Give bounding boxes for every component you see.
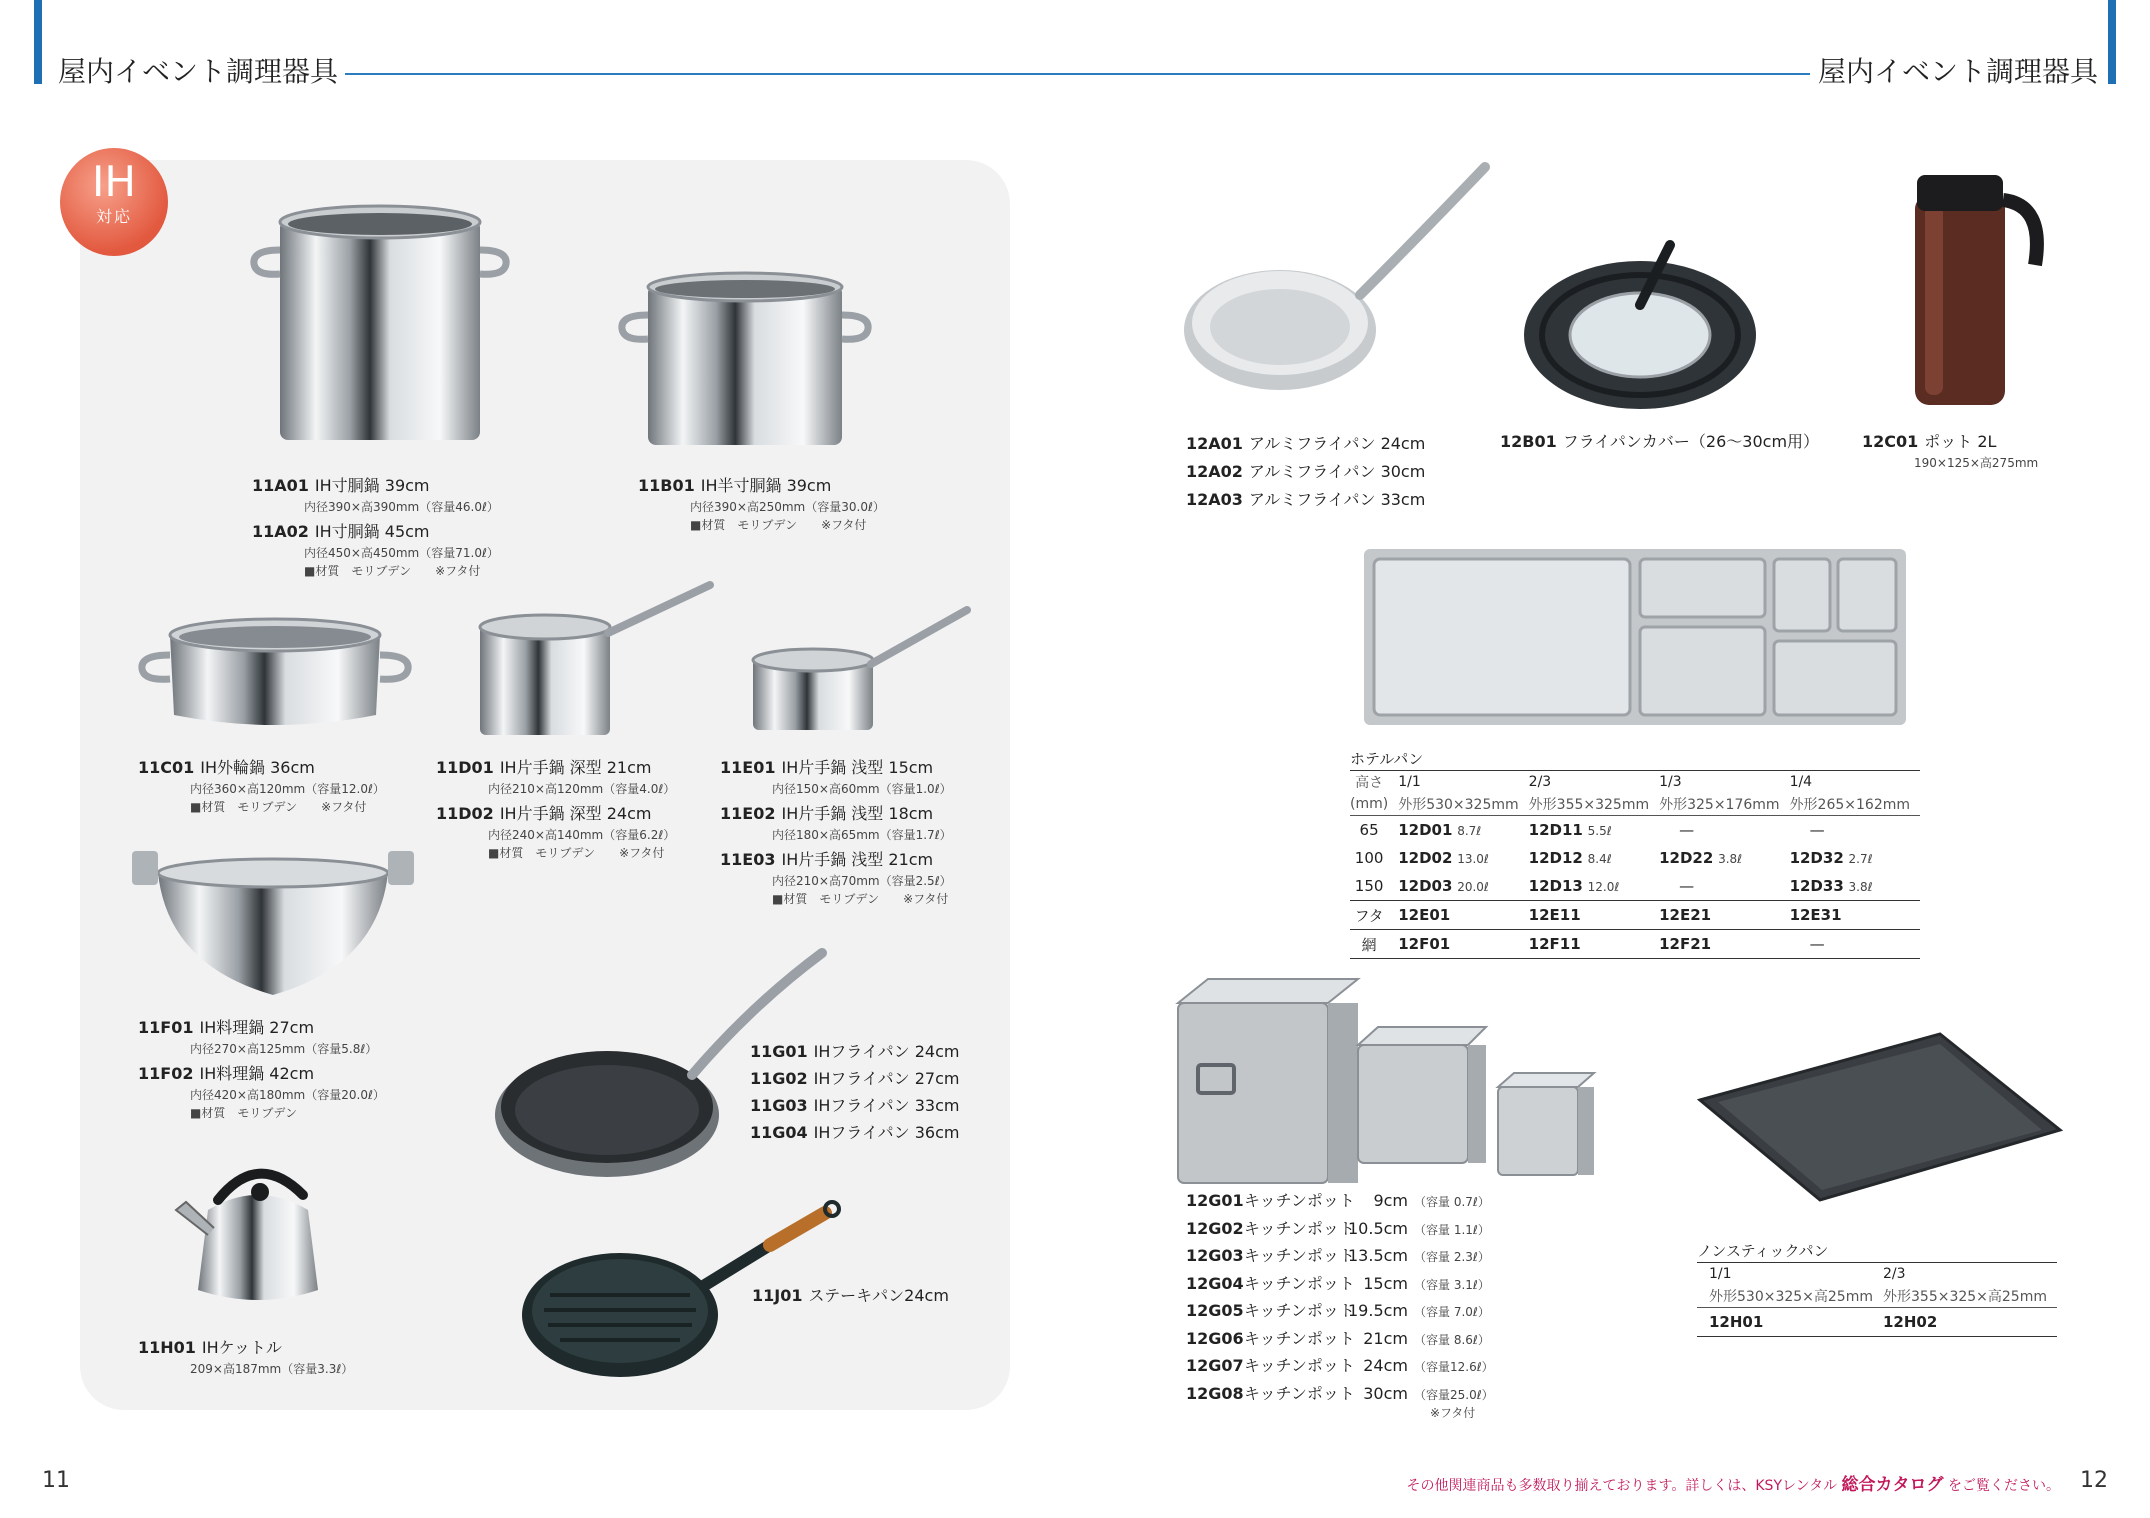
item-11e03 xyxy=(720,848,952,908)
nonstick-col-2-size: 2/3 xyxy=(1883,1263,2057,1286)
code-11g03: 11G03 xyxy=(750,1096,808,1115)
hotel-pan-row-65 xyxy=(1350,816,1920,845)
item-11c01 xyxy=(138,756,385,816)
name-11a02: IH寸胴鍋 45cm xyxy=(314,522,430,541)
cell-code: 12D13 xyxy=(1528,877,1583,895)
name-11f02: IH料理鍋 42cm xyxy=(199,1064,315,1083)
code-11e03: 11E03 xyxy=(720,850,776,869)
item-11j01 xyxy=(752,1284,949,1308)
cell-code: 12D01 xyxy=(1398,821,1453,839)
kitchen-pot-row xyxy=(1186,1326,1494,1354)
name-11g02: IHフライパン 27cm xyxy=(813,1069,960,1088)
material-11e03: ■材質 モリブデン ※フタ付 xyxy=(772,892,949,906)
item-12c01 xyxy=(1862,430,2038,472)
code-11f02: 11F02 xyxy=(138,1064,194,1083)
nonstick-col-2-dim: 外形355×325×高25mm xyxy=(1883,1289,2047,1305)
item-11d02 xyxy=(436,802,675,862)
item-11e01 xyxy=(720,756,952,798)
note-12c01: 190×125×高275mm xyxy=(1914,456,2039,470)
note-11f02: 内径420×高180mm（容量20.0ℓ） xyxy=(190,1088,385,1102)
code-12c01: 12C01 xyxy=(1862,432,1919,451)
item-11f02 xyxy=(138,1062,385,1122)
item-11d01 xyxy=(436,756,675,798)
hotel-pan-lid-row xyxy=(1350,901,1920,930)
nonstick-code-row xyxy=(1697,1308,2057,1337)
kitchen-pot-code: 12G03 xyxy=(1186,1246,1244,1265)
cell-code: 12D03 xyxy=(1398,877,1453,895)
right-page-title: 屋内イベント調理器具 xyxy=(1817,55,2098,88)
col-2-3-size: 2/3 xyxy=(1529,771,1659,794)
cell-vol: 8.4ℓ xyxy=(1587,852,1612,866)
kitchen-pot-list xyxy=(1186,1188,1494,1408)
kitchen-pot-size: 21cm xyxy=(1363,1328,1408,1348)
note-11d01: 内径210×高120mm（容量4.0ℓ） xyxy=(488,782,676,796)
item-11e02 xyxy=(720,802,952,844)
code-12a03: 12A03 xyxy=(1186,490,1243,509)
catalog-link[interactable]: 総合カタログ xyxy=(1841,1475,1944,1495)
kitchen-pot-code: 12G08 xyxy=(1186,1383,1244,1403)
code-11d02: 11D02 xyxy=(436,804,494,823)
right-page-number: 12 xyxy=(2080,1468,2108,1493)
cell-vol: 20.0ℓ xyxy=(1457,880,1489,894)
kitchen-pot-size: 24cm xyxy=(1363,1356,1408,1375)
cell-vol: 3.8ℓ xyxy=(1848,880,1873,894)
code-11j01: 11J01 xyxy=(752,1286,803,1305)
note-11h01: 209×高187mm（容量3.3ℓ） xyxy=(190,1362,354,1376)
col-1-3-dim: 外形325×176mm xyxy=(1659,797,1780,813)
nonstick-col-1-code: 12H01 xyxy=(1697,1308,1883,1337)
item-11b01 xyxy=(638,474,885,534)
name-11j01: ステーキパン24cm xyxy=(808,1286,949,1305)
code-11b01: 11B01 xyxy=(638,476,695,495)
name-12a03: アルミフライパン 33cm xyxy=(1248,490,1426,509)
material-11b01: ■材質 モリブデン ※フタ付 xyxy=(690,518,867,532)
height-label: 高さ xyxy=(1350,771,1398,794)
code-11f01: 11F01 xyxy=(138,1018,194,1037)
cell-code: 12E11 xyxy=(1529,901,1659,930)
code-11e02: 11E02 xyxy=(720,804,776,823)
kitchen-pot-code: 12G04 xyxy=(1186,1273,1244,1293)
cell-code: 12D02 xyxy=(1398,849,1453,867)
hotel-pan-image xyxy=(1360,545,1910,730)
cooking-pot-image xyxy=(128,845,418,1005)
hotel-pan-net-row xyxy=(1350,930,1920,959)
kitchen-pot-note: ※フタ付 xyxy=(1430,1406,1476,1420)
catalog-note-post: をご覧ください。 xyxy=(1943,1478,2060,1494)
kitchen-pot-vol: （容量 1.1ℓ） xyxy=(1414,1222,1490,1237)
kitchen-pot-code: 12G07 xyxy=(1186,1356,1244,1375)
kitchen-pot-code: 12G02 xyxy=(1186,1218,1244,1238)
kitchen-pot-row xyxy=(1186,1216,1494,1244)
pan-cover-image xyxy=(1520,225,1760,415)
kitchen-pot-vol: （容量 0.7ℓ） xyxy=(1414,1195,1490,1209)
item-12a-series xyxy=(1186,430,1425,514)
name-12c01: ポット 2L xyxy=(1924,432,1997,451)
kitchen-pot-vol: （容量 8.6ℓ） xyxy=(1414,1332,1490,1347)
row-height: 100 xyxy=(1354,849,1384,867)
kitchen-pot-name: キッチンポット xyxy=(1244,1383,1355,1403)
note-11d02: 内径240×高140mm（容量6.2ℓ） xyxy=(488,828,676,842)
kitchen-pot-vol: （容量25.0ℓ） xyxy=(1414,1387,1494,1402)
code-12b01: 12B01 xyxy=(1500,432,1557,451)
code-11g02: 11G02 xyxy=(750,1069,808,1088)
cell-vol: 2.7ℓ xyxy=(1848,852,1873,866)
cell-code: 12D12 xyxy=(1528,849,1583,867)
material-11c01: ■材質 モリブデン ※フタ付 xyxy=(190,800,367,814)
col-1-1-dim: 外形530×325mm xyxy=(1398,797,1519,813)
cell-code: — xyxy=(1790,930,1920,959)
cell-code: 12E31 xyxy=(1790,901,1920,930)
cell-code: 12D11 xyxy=(1528,821,1583,839)
cell-code: — xyxy=(1679,877,1695,895)
name-12a02: アルミフライパン 30cm xyxy=(1248,462,1426,481)
kitchen-pot-vol: （容量 3.1ℓ） xyxy=(1414,1277,1490,1292)
hotel-pan-header-row xyxy=(1350,771,1920,794)
material-11d02: ■材質 モリブデン ※フタ付 xyxy=(488,846,665,860)
ih-badge-small: 対応 xyxy=(95,207,132,226)
nonstick-table xyxy=(1697,1262,2057,1337)
left-page-title: 屋内イベント調理器具 xyxy=(58,55,339,88)
code-11g04: 11G04 xyxy=(750,1123,808,1142)
deep-saucepan-image xyxy=(470,575,720,745)
kitchen-pot-name: キッチンポット xyxy=(1244,1301,1355,1320)
name-11h01: IHケットル xyxy=(201,1338,282,1357)
right-accent-bar xyxy=(2108,0,2116,84)
catalog-note xyxy=(1407,1470,2061,1495)
name-11g03: IHフライパン 33cm xyxy=(813,1096,960,1115)
name-11f01: IH料理鍋 27cm xyxy=(199,1018,315,1037)
note-11a02: 内径450×高450mm（容量71.0ℓ） xyxy=(304,546,499,560)
hotel-pan-title: ホテルパン xyxy=(1350,750,1424,768)
kitchen-pot-name: キッチンポット xyxy=(1244,1356,1355,1375)
cell-code: 12F01 xyxy=(1398,930,1528,959)
name-11c01: IH外輪鍋 36cm xyxy=(200,758,315,777)
name-11e02: IH片手鍋 浅型 18cm xyxy=(781,804,934,823)
kitchen-pot-row xyxy=(1186,1188,1494,1216)
kitchen-pot-name: キッチンポット xyxy=(1244,1191,1355,1210)
nonstick-col-2-code: 12H02 xyxy=(1883,1308,2057,1337)
code-11a02: 11A02 xyxy=(252,522,309,541)
net-label: 網 xyxy=(1350,930,1398,959)
nonstick-col-1-dim: 外形530×325×高25mm xyxy=(1709,1289,1873,1305)
item-11a01 xyxy=(252,474,499,516)
name-11g04: IHフライパン 36cm xyxy=(813,1123,960,1142)
row-height: 150 xyxy=(1350,872,1398,901)
kitchen-pot-size: 10.5cm xyxy=(1348,1218,1409,1238)
cell-code: 12D33 xyxy=(1789,877,1844,895)
name-11e01: IH片手鍋 浅型 15cm xyxy=(781,758,934,777)
item-12b01 xyxy=(1500,430,1819,454)
code-12a01: 12A01 xyxy=(1186,434,1243,453)
note-11c01: 内径360×高120mm（容量12.0ℓ） xyxy=(190,782,385,796)
hotel-pan-table xyxy=(1350,770,1920,959)
wide-pot-image xyxy=(130,605,420,745)
cell-code: 12E21 xyxy=(1659,901,1789,930)
note-11e01: 内径150×高60mm（容量1.0ℓ） xyxy=(772,782,952,796)
half-stock-pot-image xyxy=(610,265,880,465)
kitchen-pot-size: 9cm xyxy=(1373,1191,1408,1210)
kitchen-pot-size: 13.5cm xyxy=(1348,1246,1409,1265)
material-11a02: ■材質 モリブデン ※フタ付 xyxy=(304,564,481,578)
cell-code: — xyxy=(1679,821,1695,839)
name-11e03: IH片手鍋 浅型 21cm xyxy=(781,850,934,869)
code-11e01: 11E01 xyxy=(720,758,776,777)
kitchen-pot-name: キッチンポット xyxy=(1244,1328,1355,1348)
code-11a01: 11A01 xyxy=(252,476,309,495)
kitchen-pot-size: 19.5cm xyxy=(1348,1301,1409,1320)
lid-label: フタ xyxy=(1350,901,1398,930)
kitchen-pot-row xyxy=(1186,1353,1494,1381)
left-accent-bar xyxy=(34,0,42,84)
ih-badge xyxy=(60,148,168,256)
name-11d02: IH片手鍋 深型 24cm xyxy=(499,804,652,823)
code-12a02: 12A02 xyxy=(1186,462,1243,481)
note-11e03: 内径210×高70mm（容量2.5ℓ） xyxy=(772,874,952,888)
cell-vol: 3.8ℓ xyxy=(1718,852,1743,866)
code-11c01: 11C01 xyxy=(138,758,195,777)
thermal-pot-image xyxy=(1895,165,2055,415)
name-12b01: フライパンカバー（26～30cm用） xyxy=(1562,432,1820,451)
cell-code: 12E01 xyxy=(1398,901,1528,930)
cell-vol: 13.0ℓ xyxy=(1457,852,1489,866)
kitchen-pot-size: 15cm xyxy=(1363,1273,1408,1293)
kitchen-pot-code: 12G06 xyxy=(1186,1328,1244,1348)
name-11d01: IH片手鍋 深型 21cm xyxy=(499,758,652,777)
ih-kettle-image xyxy=(168,1140,348,1320)
kitchen-pot-vol: （容量 7.0ℓ） xyxy=(1414,1305,1490,1319)
nonstick-size-row xyxy=(1697,1263,2057,1286)
name-11a01: IH寸胴鍋 39cm xyxy=(314,476,430,495)
cell-vol: 8.7ℓ xyxy=(1457,824,1482,838)
height-unit: (mm) xyxy=(1350,796,1389,812)
kitchen-pot-row xyxy=(1186,1271,1494,1299)
kitchen-pot-vol: （容量 2.3ℓ） xyxy=(1414,1250,1490,1264)
item-11h01 xyxy=(138,1336,353,1378)
kitchen-pot-row xyxy=(1186,1298,1494,1326)
kitchen-pot-name: キッチンポット xyxy=(1244,1273,1355,1293)
col-1-4-dim: 外形265×162mm xyxy=(1789,797,1911,813)
kitchen-pot-image xyxy=(1168,975,1608,1190)
kitchen-pot-code: 12G05 xyxy=(1186,1301,1244,1320)
cell-code: — xyxy=(1809,821,1825,839)
material-11f02: ■材質 モリブデン xyxy=(190,1106,298,1120)
name-11g01: IHフライパン 24cm xyxy=(813,1042,960,1061)
code-11h01: 11H01 xyxy=(138,1338,196,1357)
col-1-4-size: 1/4 xyxy=(1790,771,1920,794)
kitchen-pot-size: 30cm xyxy=(1363,1383,1408,1403)
item-11f01 xyxy=(138,1016,377,1058)
shallow-saucepan-image xyxy=(745,598,975,748)
kitchen-pot-name: キッチンポット xyxy=(1244,1218,1355,1238)
note-11a01: 内径390×高390mm（容量46.0ℓ） xyxy=(304,500,499,514)
hotel-pan-row-150 xyxy=(1350,872,1920,901)
ih-badge-big: IH xyxy=(92,157,136,206)
header-rule xyxy=(345,73,1810,75)
code-11g01: 11G01 xyxy=(750,1042,808,1061)
cell-code: 12F11 xyxy=(1529,930,1659,959)
nonstick-title: ノンスティックパン xyxy=(1697,1242,1829,1260)
name-12a01: アルミフライパン 24cm xyxy=(1248,434,1426,453)
aluminium-frying-pan-image xyxy=(1180,155,1500,415)
item-11a02 xyxy=(252,520,499,580)
catalog-note-pre: その他関連商品も多数取り揃えております。詳しくは、KSYレンタル xyxy=(1406,1478,1842,1494)
cell-code: 12D32 xyxy=(1789,849,1844,867)
code-11d01: 11D01 xyxy=(436,758,494,777)
col-2-3-dim: 外形355×325mm xyxy=(1528,797,1650,813)
nonstick-dim-row xyxy=(1697,1285,2057,1308)
hotel-pan-row-100 xyxy=(1350,844,1920,872)
cell-code: 12D22 xyxy=(1659,849,1714,867)
note-11e02: 内径180×高65mm（容量1.7ℓ） xyxy=(772,828,952,842)
name-11b01: IH半寸胴鍋 39cm xyxy=(700,476,832,495)
hotel-pan-dim-row xyxy=(1350,793,1920,816)
nonstick-pan-image xyxy=(1690,1030,2070,1205)
item-11g-series xyxy=(750,1038,959,1146)
row-height: 65 xyxy=(1350,816,1398,845)
kitchen-pot-row xyxy=(1186,1243,1494,1271)
cell-vol: 5.5ℓ xyxy=(1587,824,1612,838)
note-11f01: 内径270×高125mm（容量5.8ℓ） xyxy=(190,1042,378,1056)
col-1-3-size: 1/3 xyxy=(1659,771,1789,794)
left-page-number: 11 xyxy=(42,1468,70,1493)
note-11b01: 内径390×高250mm（容量30.0ℓ） xyxy=(690,500,885,514)
kitchen-pot-vol: （容量12.6ℓ） xyxy=(1414,1360,1494,1374)
kitchen-pot-name: キッチンポット xyxy=(1244,1246,1355,1265)
nonstick-col-1-size: 1/1 xyxy=(1697,1263,1883,1286)
cell-code: 12F21 xyxy=(1659,930,1789,959)
cell-vol: 12.0ℓ xyxy=(1587,880,1620,894)
col-1-1-size: 1/1 xyxy=(1398,771,1528,794)
stock-pot-image xyxy=(250,200,510,450)
kitchen-pot-code: 12G01 xyxy=(1186,1191,1244,1210)
